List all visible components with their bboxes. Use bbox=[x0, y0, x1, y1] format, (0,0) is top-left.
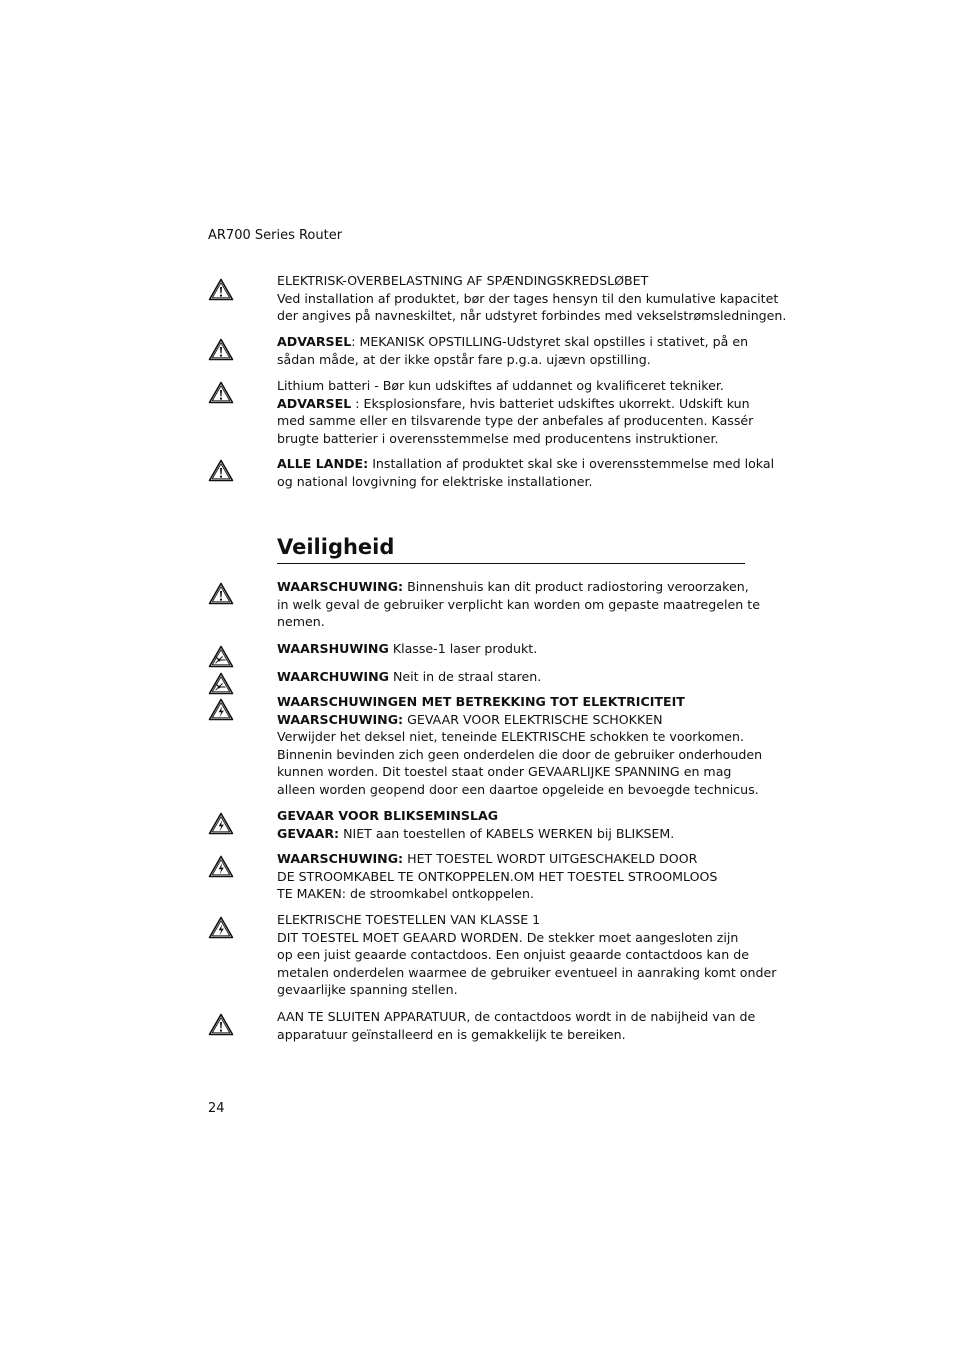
entry-line: Lithium batteri - Bør kun udskiftes af uddannet og kvalificeret tekniker. bbox=[277, 378, 724, 393]
warning-entry-socket bbox=[277, 1008, 756, 1043]
warning-text: : MEKANISK OPSTILLING-Udstyret skal opstilles i stativet, på en bbox=[351, 334, 749, 349]
entry-line: Ved installation af produktet, bør der tages hensyn til den kumulative kapacitet bbox=[277, 290, 779, 306]
warning-entry-overload bbox=[277, 272, 787, 325]
warning-triangle-icon bbox=[208, 338, 234, 361]
warning-text: Neit in de straal staren. bbox=[388, 669, 542, 684]
entry-line: og national lovgivning for elektriske installationer. bbox=[277, 473, 593, 489]
warning-entry-laser-beam bbox=[277, 668, 749, 686]
page-number: 24 bbox=[208, 1101, 225, 1116]
warning-label: WAARCHUWING bbox=[277, 669, 389, 684]
electric-shock-icon bbox=[208, 812, 234, 835]
warning-triangle-icon bbox=[208, 582, 234, 605]
electric-shock-icon bbox=[208, 698, 234, 721]
warning-entry-class-1 bbox=[277, 911, 777, 999]
electric-shock-icon bbox=[208, 855, 234, 878]
entry-line bbox=[277, 640, 749, 658]
running-header: AR700 Series Router bbox=[208, 228, 343, 243]
warning-text: Binnenshuis kan dit product radiostoring veroorzaken, bbox=[403, 579, 749, 594]
warning-entry-battery bbox=[277, 377, 754, 447]
warning-entry-laser-class bbox=[277, 640, 749, 658]
warning-triangle-icon bbox=[208, 381, 234, 404]
warning-label: WAARSCHUWING: bbox=[277, 711, 404, 727]
entry-heading: WAARSCHUWINGEN MET BETREKKING TOT ELEKTRICITEIT bbox=[277, 694, 685, 709]
warning-label: ALLE LANDE: bbox=[277, 456, 369, 471]
laser-warning-icon bbox=[208, 672, 234, 695]
entry-line: gevaarlijke spanning stellen. bbox=[277, 982, 458, 998]
warning-label: WAARSCHUWING: bbox=[277, 579, 404, 594]
entry-line: AAN TE SLUITEN APPARATUUR, de contactdoos wordt in de nabijheid van de bbox=[277, 1009, 756, 1024]
section-divider bbox=[277, 563, 745, 564]
warning-triangle-icon bbox=[208, 278, 234, 301]
entry-line: der angives på navneskiltet, når udstyret forbindes med vekselstrømsledningen. bbox=[277, 308, 787, 324]
warning-label: ADVARSEL bbox=[277, 334, 352, 349]
entry-line: ELEKTRISCHE TOESTELLEN VAN KLASSE 1 bbox=[277, 912, 541, 927]
entry-heading: GEVAAR VOOR BLIKSEMINSLAG bbox=[277, 808, 499, 823]
warning-entry-radio-interference bbox=[277, 578, 760, 631]
entry-line: Verwijder het deksel niet, teneinde ELEKTRISCHE schokken te voorkomen. bbox=[277, 729, 745, 745]
entry-line: TE MAKEN: de stroomkabel ontkoppelen. bbox=[277, 886, 535, 902]
entry-line bbox=[277, 578, 749, 596]
entry-line bbox=[277, 333, 749, 351]
entry-line: nemen. bbox=[277, 614, 325, 630]
entry-line: DIT TOESTEL MOET GEAARD WORDEN. De stekker moet aangesloten zijn bbox=[277, 929, 739, 945]
entry-line: Binnenin bevinden zich geen onderdelen die door de gebruiker onderhouden bbox=[277, 746, 763, 762]
warning-entry-all-countries bbox=[277, 455, 775, 490]
entry-line bbox=[277, 711, 749, 729]
electric-shock-icon bbox=[208, 916, 234, 939]
entry-line: kunnen worden. Dit toestel staat onder GEVAARLIJKE SPANNING en mag bbox=[277, 764, 732, 780]
entry-line bbox=[277, 455, 775, 473]
entry-line: DE STROOMKABEL TE ONTKOPPELEN.OM HET TOESTEL STROOMLOOS bbox=[277, 868, 718, 884]
laser-warning-icon bbox=[208, 645, 234, 668]
entry-line bbox=[277, 825, 749, 843]
warning-entry-disconnect bbox=[277, 850, 749, 903]
entry-line: in welk geval de gebruiker verplicht kan worden om gepaste maatregelen te bbox=[277, 596, 760, 612]
entry-line: alleen worden geopend door een daartoe opgeleide en bevoegde technicus. bbox=[277, 781, 759, 797]
warning-label: WAARSHUWING bbox=[277, 641, 389, 656]
entry-line: apparatuur geïnstalleerd en is gemakkelijk te bereiken. bbox=[277, 1026, 626, 1042]
warning-triangle-icon bbox=[208, 1013, 234, 1036]
section-title: Veiligheid bbox=[277, 535, 395, 559]
entry-line: metalen onderdelen waarmee de gebruiker eventueel in aanraking komt onder bbox=[277, 964, 777, 980]
warning-text: HET TOESTEL WORDT UITGESCHAKELD DOOR bbox=[403, 851, 698, 866]
warning-entry-mechanical bbox=[277, 333, 749, 368]
warning-text: Klasse-1 laser produkt. bbox=[388, 641, 538, 656]
warning-triangle-icon bbox=[208, 459, 234, 482]
warning-label: ADVARSEL bbox=[277, 395, 352, 411]
warning-label: GEVAAR: bbox=[277, 825, 340, 841]
warning-text: GEVAAR VOOR ELEKTRISCHE SCHOKKEN bbox=[403, 711, 663, 727]
entry-line: op een juist geaarde contactdoos. Een onjuist geaarde contactdoos kan de bbox=[277, 947, 749, 963]
warning-entry-electricity bbox=[277, 693, 763, 799]
entry-line: med samme eller en tilsvarende type der anbefales af producenten. Kassér bbox=[277, 413, 754, 429]
warning-label: WAARSCHUWING: bbox=[277, 851, 404, 866]
warning-entry-lightning bbox=[277, 807, 749, 842]
entry-line: ELEKTRISK-OVERBELASTNING AF SPÆNDINGSKREDSLØBET bbox=[277, 273, 649, 288]
warning-text: Installation af produktet skal ske i overensstemmelse med lokal bbox=[368, 456, 775, 471]
warning-text: : Eksplosionsfare, hvis batteriet udskiftes ukorrekt. Udskift kun bbox=[351, 395, 750, 411]
entry-line bbox=[277, 850, 749, 868]
warning-text: NIET aan toestellen of KABELS WERKEN bij BLIKSEM. bbox=[339, 825, 675, 841]
entry-line bbox=[277, 395, 749, 413]
entry-line: brugte batterier i overensstemmelse med producentens instruktioner. bbox=[277, 430, 719, 446]
entry-line bbox=[277, 668, 749, 686]
entry-line: sådan måde, at der ikke opstår fare p.g.a. ujævn opstilling. bbox=[277, 351, 651, 367]
